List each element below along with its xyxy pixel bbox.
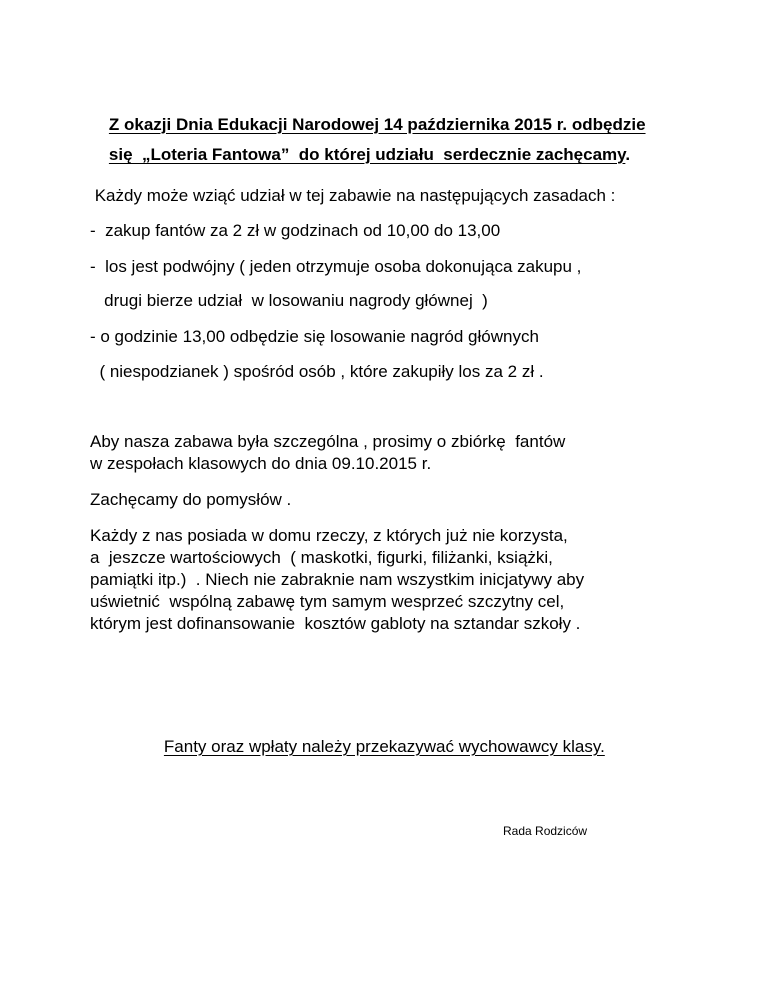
appeal-line: którym jest dofinansowanie kosztów gabloty na sztandar szkoły . [90,614,581,633]
heading-line-2-period: . [625,145,631,164]
appeal-line: a jeszcze wartościowych ( maskotki, figurki, filiżanki, książki, [90,548,553,567]
rules-item: ( niespodzianek ) spośród osób , które zakupiły los za 2 zł . [90,362,544,381]
rules-item: - los jest podwójny ( jeden otrzymuje osoba dokonująca zakupu , [90,257,582,276]
appeal-line: pamiątki itp.) . Niech nie zabraknie nam wszystkim inicjatywy aby [90,570,585,589]
instruction-text: Fanty oraz wpłaty należy przekazywać wychowawcy klasy. [163,737,605,756]
rules-item: - zakup fantów za 2 zł w godzinach od 10,00 do 13,00 [90,221,501,240]
ideas-line: Zachęcamy do pomysłów . [90,490,292,509]
heading-line-2 [90,122,630,188]
rules-intro: Każdy może wziąć udział w tej zabawie na następujących zasadach : [90,186,616,205]
appeal-line: Każdy z nas posiada w domu rzeczy, z których już nie korzysta, [90,526,568,545]
signature: Rada Rodziców [503,824,588,838]
appeal-line: uświetnić wspólną zabawę tym samym wesprzeć szczytny cel, [90,592,565,611]
heading-line-2-text: się „Loteria Fantowa” do której udziału serdecznie zachęcamy [108,145,626,164]
rules-item: - o godzinie 13,00 odbędzie się losowanie nagród głównych [90,327,539,346]
collection-line: Aby nasza zabawa była szczególna , prosimy o zbiórkę fantów [90,432,566,451]
heading-line-1-text: Z okazji Dnia Edukacji Narodowej 14 października 2015 r. odbędzie [108,115,646,134]
collection-line: w zespołach klasowych do dnia 09.10.2015 r. [90,454,432,473]
rules-item: drugi bierze udział w losowaniu nagrody głównej ) [90,291,488,310]
instruction-line [145,714,605,780]
